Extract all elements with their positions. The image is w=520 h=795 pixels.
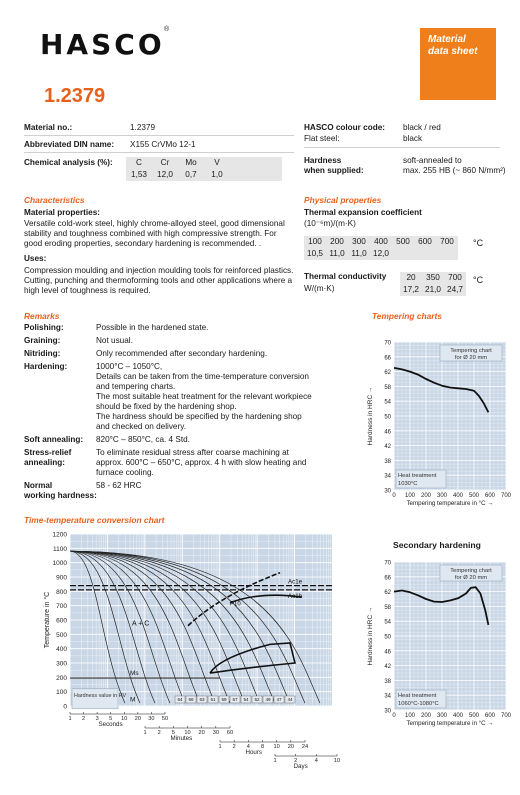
note-line-2: 1060°C-1080°C (398, 701, 439, 707)
time-tick-label: 3 (95, 716, 99, 722)
y-axis-label: Hardness in HRC → (367, 386, 374, 446)
hardness-value: 61 (210, 696, 216, 702)
exp-value-cell (414, 248, 436, 260)
y-tick-label: 50 (384, 634, 391, 641)
x-tick-label: 700 (500, 493, 512, 499)
ttc-y-tick: 1000 (52, 560, 67, 568)
a-plus-c-label: A + C (132, 620, 150, 628)
exp-value-cell: 12,0 (370, 248, 392, 260)
time-tick-label: 2 (157, 730, 161, 736)
chemical-analysis-table (126, 157, 282, 181)
uses-text: Compression moulding and injection moulding tools for reinforced plastics. Cutting, punching and thermoforming tools and other applications where a high level of toughness is required. (24, 266, 294, 295)
x-tick-label: 200 (420, 493, 432, 499)
chem-empty (230, 169, 256, 181)
ttc-y-tick: 1200 (52, 531, 67, 539)
cond-value-cell: 21,0 (422, 284, 444, 296)
ac1e-label: Ac1e (288, 578, 303, 586)
x-axis-label: Tempering temperature in °C → (406, 500, 494, 507)
hardness-value: 44 (287, 696, 293, 702)
nitriding-label: Nitriding: (24, 349, 61, 358)
y-tick-label: 66 (384, 575, 391, 582)
tempering-chart-1 (362, 336, 512, 510)
hardness-value (403, 156, 506, 176)
exp-temp-cell: 700 (436, 236, 458, 248)
hardening-line: The most suitable heat treatment for the relevant workpiece should be fixed by the hardening shop. (96, 392, 312, 411)
flat-steel-value: black (403, 134, 423, 143)
exp-temp-cell: 100 (304, 236, 326, 248)
material-no-value: 1.2379 (130, 123, 156, 132)
colour-code-label: HASCO colour code: (304, 123, 385, 132)
time-tick-label: 1 (218, 744, 222, 750)
remarks-block (24, 323, 316, 501)
y-tick-label: 58 (384, 384, 391, 391)
time-axis-label: Minutes (170, 735, 193, 742)
y-tick-label: 62 (384, 590, 391, 597)
ac1b-label: Ac1b (288, 592, 303, 600)
exp-temp-unit: °C (473, 238, 484, 248)
tempering-chart-2 (362, 556, 512, 730)
uses-label: Uses: (24, 254, 47, 263)
ttc-y-tick: 500 (56, 631, 67, 639)
nitriding-value: Only recommended after secondary hardening. (96, 349, 268, 358)
x-tick-label: 300 (436, 713, 448, 719)
stress-relief-label-2: annealing: (24, 458, 65, 467)
hardness-value: 59 (221, 696, 227, 702)
ttc-y-tick: 700 (56, 603, 67, 611)
x-tick-label: 0 (392, 713, 396, 719)
time-tick-label: 1 (68, 716, 72, 722)
ttc-y-tick: 0 (63, 703, 67, 711)
chem-element: Mo (178, 157, 204, 169)
x-tick-label: 400 (452, 713, 464, 719)
chem-element: Cr (152, 157, 178, 169)
cond-temp-cell: 700 (444, 272, 466, 284)
ms-label: Ms (130, 670, 139, 678)
x-tick-label: 100 (404, 493, 416, 499)
exp-temp-cell: 200 (326, 236, 348, 248)
hardening-line: The hardness should be specified by the hardening shop and checked on delivery. (96, 412, 302, 431)
polishing-value: Possible in the hardened state. (96, 323, 209, 332)
exp-value-cell (436, 248, 458, 260)
normal-hardness-label-2: working hardness: (24, 491, 97, 500)
thermal-conductivity-unit: W/(m·K) (304, 284, 335, 293)
y-tick-label: 42 (384, 664, 391, 671)
time-tick-label: 24 (301, 744, 309, 750)
thermal-expansion-table (304, 236, 458, 260)
colour-code-value: black / red (403, 123, 441, 132)
time-tick-label: 20 (134, 716, 141, 722)
ttc-y-tick: 800 (56, 588, 67, 596)
material-properties-text: Versatile cold-work steel, highly chrome-alloyed steel, good dimensional stability and toughness combined with high compressive strength. For good eroding properties, secondary hardening is recommended. . (24, 219, 285, 248)
cond-temp-cell: 350 (422, 272, 444, 284)
polishing-label: Polishing: (24, 323, 64, 332)
chem-element: C (126, 157, 152, 169)
y-tick-label: 46 (384, 429, 391, 436)
badge-line-1: Material (428, 34, 466, 45)
x-tick-label: 500 (468, 493, 480, 499)
time-axis-label: Days (293, 763, 308, 770)
time-tick-label: 4 (314, 758, 318, 764)
graining-value: Not usual. (96, 336, 133, 345)
hardening-line: Details can be taken from the time-temperature conversion and tempering charts. (96, 372, 309, 391)
time-axis-label: Hours (245, 749, 263, 756)
tempering-charts-title: Tempering charts (372, 311, 442, 321)
normal-hardness-label-1: Normal (24, 481, 53, 490)
hardness-value: 57 (232, 696, 238, 702)
chem-label: Chemical analysis (%): (24, 158, 113, 167)
x-tick-label: 400 (452, 493, 464, 499)
flat-steel-label: Flat steel: (304, 134, 340, 143)
ttc-title: Time-temperature conversion chart (24, 515, 165, 525)
hardening-value (96, 362, 316, 432)
time-tick-label: 1 (143, 730, 147, 736)
chart-subtitle: for Ø 20 mm (454, 355, 488, 361)
time-tick-label: 30 (148, 716, 155, 722)
ttc-y-tick: 200 (56, 674, 67, 682)
hardness-legend-text: Hardness value in HV (74, 692, 127, 699)
x-tick-label: 700 (500, 713, 512, 719)
time-tick-label: 2 (232, 744, 236, 750)
y-tick-label: 62 (384, 370, 391, 377)
material-properties-label: Material properties: (24, 208, 100, 217)
y-tick-label: 38 (384, 678, 391, 685)
exp-temp-cell: 600 (414, 236, 436, 248)
remarks-title: Remarks (24, 311, 60, 321)
y-axis-label: Hardness in HRC → (367, 606, 374, 666)
cond-value-cell: 24,7 (444, 284, 466, 296)
hardness-value: 54 (243, 696, 249, 702)
exp-value-cell: 11,0 (326, 248, 348, 260)
exp-temp-cell: 300 (348, 236, 370, 248)
x-tick-label: 300 (436, 493, 448, 499)
time-tick-label: 10 (333, 758, 340, 764)
divider (24, 152, 294, 153)
thermal-conductivity-table (400, 272, 466, 296)
exp-value-cell: 11,0 (348, 248, 370, 260)
soft-annealing-label: Soft annealing: (24, 435, 84, 444)
thermal-conductivity-label: Thermal conductivity (304, 272, 387, 281)
note-line-2: 1030°C (398, 481, 418, 487)
chem-empty (256, 157, 282, 169)
hardness-label (304, 156, 364, 176)
time-tick-label: 2 (294, 758, 298, 764)
p10-label: P10 (230, 601, 241, 608)
y-tick-label: 34 (384, 473, 391, 480)
ttc-y-tick: 400 (56, 646, 67, 654)
chem-value: 1,0 (204, 169, 230, 181)
y-tick-label: 50 (384, 414, 391, 421)
time-tick-label: 10 (273, 744, 280, 750)
chart-subtitle: for Ø 20 mm (454, 575, 488, 581)
hardness-value: 47 (276, 696, 282, 702)
stress-relief-label (24, 448, 96, 478)
y-tick-label: 38 (384, 458, 391, 465)
y-tick-label: 70 (384, 340, 391, 347)
x-tick-label: 600 (484, 493, 496, 499)
chem-empty (256, 169, 282, 181)
hardening-label: Hardening: (24, 362, 68, 371)
physical-properties-title: Physical properties (304, 195, 382, 205)
ttc-y-tick: 300 (56, 660, 67, 668)
registered-mark: ® (164, 26, 170, 33)
x-tick-label: 100 (404, 713, 416, 719)
normal-hardness-label (24, 481, 97, 501)
y-tick-label: 70 (384, 560, 391, 567)
y-tick-label: 54 (384, 619, 391, 626)
ttc-y-tick: 100 (56, 689, 67, 697)
time-tick-label: 2 (82, 716, 86, 722)
time-tick-label: 5 (171, 730, 175, 736)
cond-temp-cell: 20 (400, 272, 422, 284)
normal-hardness-value: 58 - 62 HRC (96, 481, 142, 490)
characteristics-title: Characteristics (24, 195, 85, 205)
hardness-value: 52 (254, 696, 260, 702)
material-data-sheet-badge (420, 28, 496, 100)
y-tick-label: 30 (384, 708, 391, 715)
ttc-y-label: Temperature in °C (44, 591, 51, 649)
time-tick-label: 10 (184, 730, 191, 736)
x-axis-label: Tempering temperature in °C → (406, 720, 494, 727)
time-tick-label: 20 (287, 744, 294, 750)
x-tick-label: 500 (468, 713, 480, 719)
y-tick-label: 54 (384, 399, 391, 406)
x-tick-label: 200 (420, 713, 432, 719)
hardness-value: 63 (199, 696, 205, 702)
chart-title: Tempering chart (450, 348, 492, 354)
chem-value: 0,7 (178, 169, 204, 181)
secondary-hardening-title: Secondary hardening (393, 540, 481, 550)
chem-value: 1,53 (126, 169, 152, 181)
time-tick-label: 20 (198, 730, 205, 736)
hardness-value-2: max. 255 HB (~ 860 N/mm²) (403, 166, 506, 175)
thermal-expansion-unit: (10⁻⁶m)/(m·K) (304, 219, 356, 228)
hasco-logo: HASCO (40, 28, 165, 61)
cond-temp-unit: °C (473, 275, 484, 285)
exp-temp-cell: 400 (370, 236, 392, 248)
ttc-y-tick: 600 (56, 617, 67, 625)
exp-value-cell: 10,5 (304, 248, 326, 260)
time-tick-label: 60 (226, 730, 234, 736)
stress-relief-value: To eliminate residual stress after coarse machining at approx. 600°C – 650°C, approx. 4 h with slow heating and furnace cooling. (96, 448, 307, 477)
hardness-label-2: when supplied: (304, 166, 364, 175)
x-tick-label: 600 (484, 713, 496, 719)
hardness-value-1: soft-annealed to (403, 156, 462, 165)
time-tick-label: 1 (273, 758, 277, 764)
time-tick-label: 50 (161, 716, 169, 722)
divider (24, 135, 294, 136)
y-tick-label: 58 (384, 604, 391, 611)
material-no-label: Material no.: (24, 123, 73, 132)
y-tick-label: 66 (384, 355, 391, 362)
din-label: Abbreviated DIN name: (24, 140, 115, 149)
hardness-value: 64 (177, 696, 183, 702)
chem-empty (230, 157, 256, 169)
chem-element: V (204, 157, 230, 169)
y-tick-label: 30 (384, 488, 391, 495)
time-tick-label: 30 (212, 730, 219, 736)
din-value: X155 CrVMo 12-1 (130, 140, 196, 149)
time-tick-label: 8 (260, 744, 265, 750)
ttc-y-tick: 1100 (53, 545, 67, 553)
hardness-label-1: Hardness (304, 156, 342, 165)
hardening-line: 1000°C – 1050°C, (96, 362, 163, 371)
stress-relief-label-1: Stress-relief (24, 448, 72, 457)
ttc-y-tick: 900 (56, 574, 67, 582)
m-label: M (130, 696, 136, 704)
material-number-title: 1.2379 (44, 85, 106, 107)
time-tick-label: 4 (246, 744, 250, 750)
note-line-1: Heat treatment (398, 693, 437, 699)
badge-line-2: data sheet (428, 45, 478, 57)
hardness-value: 66 (188, 696, 194, 702)
graining-label: Graining: (24, 336, 61, 345)
chem-value: 12,0 (152, 169, 178, 181)
cond-value-cell: 17,2 (400, 284, 422, 296)
thermal-expansion-label: Thermal expansion coefficient (304, 208, 422, 217)
y-tick-label: 34 (384, 693, 391, 700)
exp-temp-cell: 500 (392, 236, 414, 248)
soft-annealing-value: 820°C – 850°C, ca. 4 Std. (96, 435, 190, 444)
time-tick-label: 10 (121, 716, 128, 722)
x-tick-label: 0 (392, 493, 396, 499)
hardness-value: 49 (265, 696, 271, 702)
note-line-1: Heat treatment (398, 473, 437, 479)
time-tick-label: 5 (109, 716, 113, 722)
time-axis-label: Seconds (98, 721, 123, 728)
chart-title: Tempering chart (450, 568, 492, 574)
y-tick-label: 42 (384, 444, 391, 451)
y-tick-label: 46 (384, 649, 391, 656)
divider (304, 147, 500, 148)
exp-value-cell (392, 248, 414, 260)
time-temperature-chart (40, 528, 340, 773)
